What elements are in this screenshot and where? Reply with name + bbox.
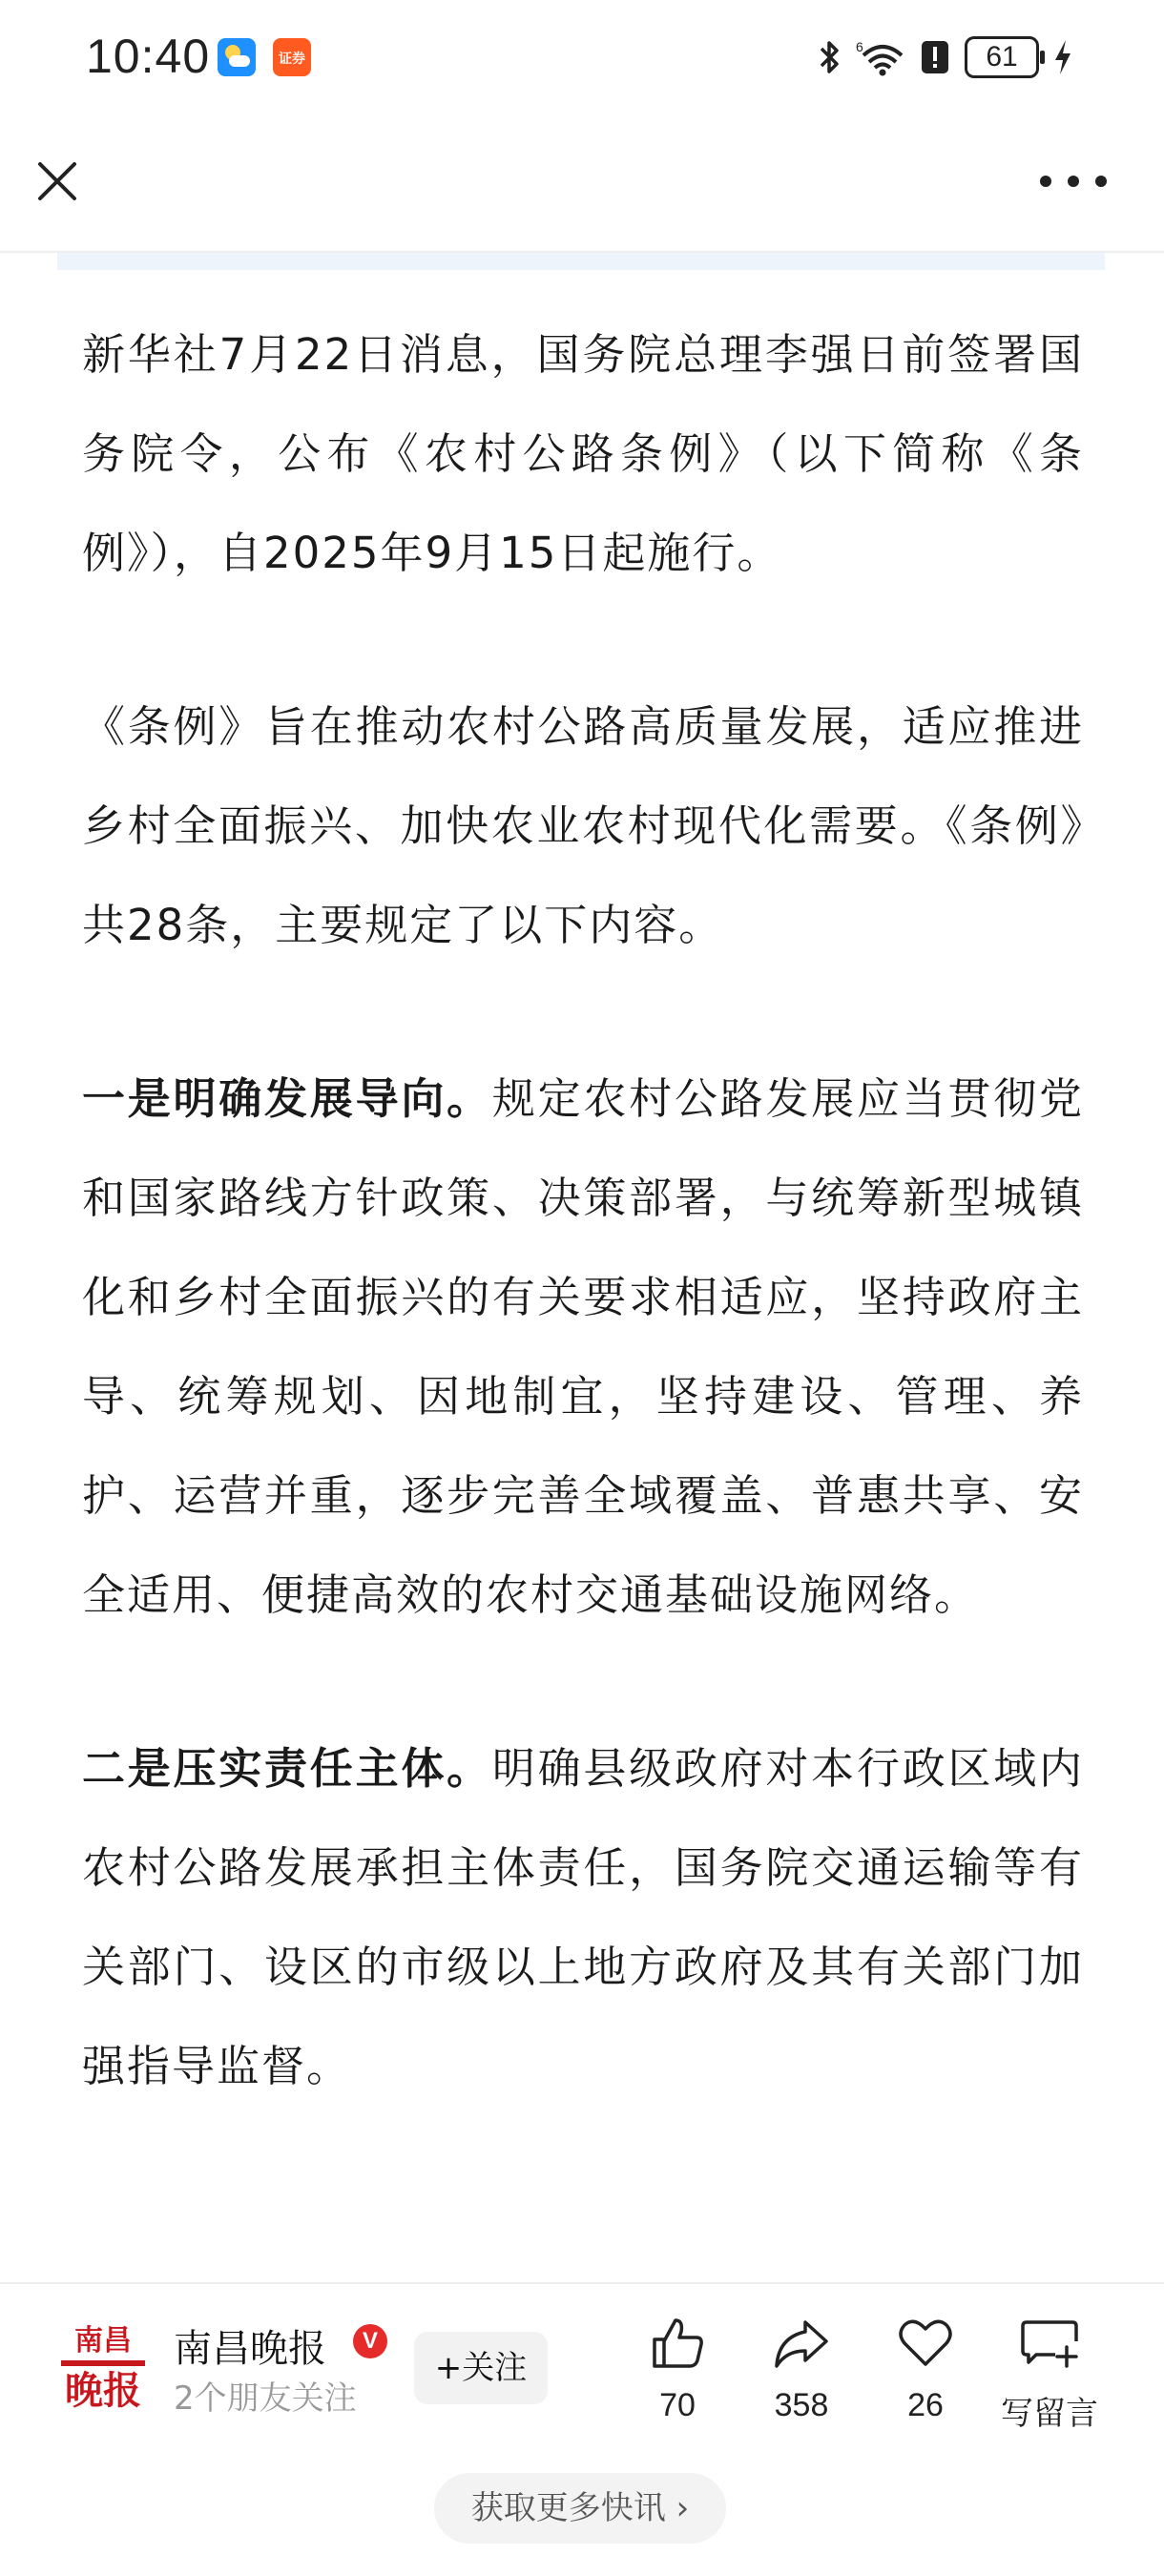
battery-indicator: 61 <box>965 36 1039 78</box>
more-news-button[interactable]: 获取更多快讯 › <box>434 2473 726 2544</box>
friends-following-text: 2个朋友关注 <box>174 2379 357 2418</box>
paragraph-text: 规定农村公路发展应当贯彻党和国家路线方针政策、决策部署，与统筹新型城镇化和乡村全面振兴的有关要求相适应，坚持政府主导、统筹规划、因地制宜，坚持建设、管理、养护、运营并重，逐步完善全域覆盖、普惠共享、安全适用、便捷高效的农村交通基础设施网络。 <box>82 1073 1084 1620</box>
status-time: 10:40 <box>86 30 211 83</box>
like-count: 70 <box>659 2387 696 2423</box>
article-paragraph <box>82 305 1084 603</box>
logo-text-top: 南昌 <box>74 2324 132 2358</box>
article-paragraph <box>82 1049 1084 1645</box>
bluetooth-icon <box>818 38 842 76</box>
more-options-icon[interactable] <box>1040 172 1107 191</box>
paragraph-text: 新华社7月22日消息，国务院总理李强日前签署国务院令，公布《农村公路条例》（以下简称《条例》），自2025年9月15日起施行。 <box>82 329 1084 578</box>
paragraph-lead: 一是明确发展导向。 <box>82 1073 492 1124</box>
paragraph-text: 明确县级政府对本行政区域内农村公路发展承担主体责任，国务院交通运输等有关部门、设区的市级以上地方政府及其有关部门加强指导监督。 <box>82 1743 1084 2091</box>
article-body <box>82 305 1084 2191</box>
share-arrow-icon <box>771 2313 832 2374</box>
close-icon[interactable] <box>29 153 86 210</box>
charging-icon <box>1052 38 1073 76</box>
share-count: 358 <box>774 2387 829 2423</box>
heart-icon <box>895 2313 956 2374</box>
paragraph-lead: 二是压实责任主体。 <box>82 1743 492 1794</box>
source-name[interactable]: 南昌晚报 <box>174 2327 326 2371</box>
status-indicators <box>818 31 1073 84</box>
status-bar <box>0 0 1164 114</box>
comment-add-icon <box>1019 2313 1080 2374</box>
top-content-strip <box>57 253 1105 270</box>
favorite-button[interactable] <box>868 2313 983 2424</box>
share-button[interactable] <box>744 2313 859 2424</box>
alert-icon <box>919 38 951 76</box>
article-header <box>0 114 1164 248</box>
follow-button[interactable]: +关注 <box>414 2332 548 2404</box>
article-paragraph <box>82 1719 1084 2116</box>
stock-app-icon: 证券 <box>273 38 311 76</box>
wifi-icon <box>856 38 905 76</box>
comment-label: 写留言 <box>1001 2395 1098 2433</box>
comment-button[interactable] <box>992 2313 1107 2434</box>
source-logo[interactable] <box>55 2324 151 2420</box>
logo-text-bottom: 晚报 <box>65 2368 141 2413</box>
svg-text:6: 6 <box>856 39 863 54</box>
weather-app-icon <box>218 38 256 76</box>
paragraph-text: 《条例》旨在推动农村公路高质量发展，适应推进乡村全面振兴、加快农业农村现代化需要。《条例》共28条，主要规定了以下内容。 <box>82 701 1084 950</box>
like-button[interactable] <box>620 2313 735 2424</box>
verified-badge-icon: V <box>353 2324 387 2358</box>
favorite-count: 26 <box>907 2387 944 2423</box>
thumbs-up-icon <box>647 2313 708 2374</box>
article-paragraph <box>82 677 1084 975</box>
